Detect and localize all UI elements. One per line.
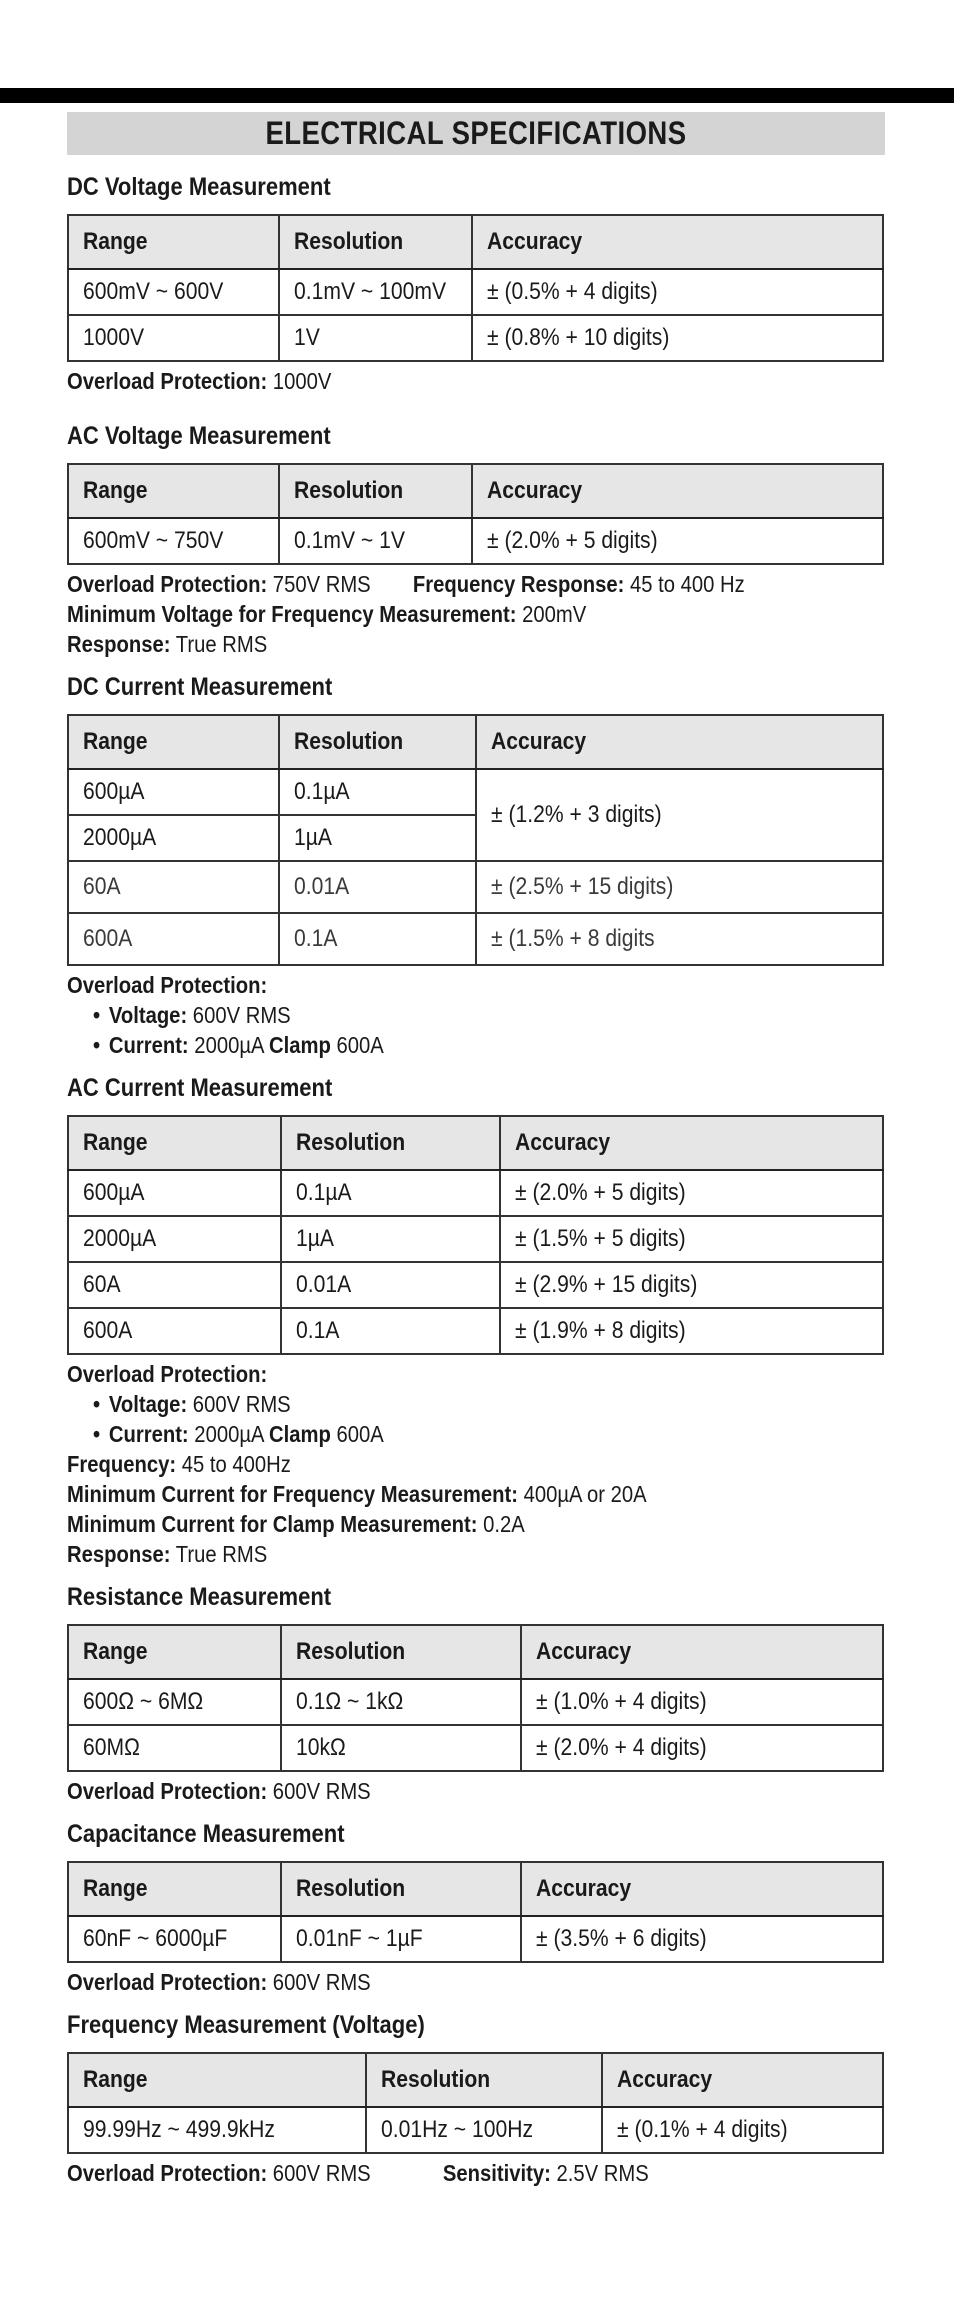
cell-accuracy: ± (1.0% + 4 digits) <box>521 1679 883 1725</box>
table-header-row <box>68 2053 883 2107</box>
clamp-value: 600A <box>330 1032 384 1058</box>
cell-range: 600µA <box>68 1170 281 1216</box>
frequency-response-value: 45 to 400 Hz <box>624 571 745 597</box>
cell-range: 2000µA <box>68 1216 281 1262</box>
frequency-title: Frequency Measurement (Voltage) <box>67 2011 425 2039</box>
header-accuracy: Accuracy <box>521 1625 883 1679</box>
bullet-icon: • <box>93 1002 101 1028</box>
ac-current-title: AC Current Measurement <box>67 1074 333 1102</box>
header-range: Range <box>68 715 279 769</box>
overload-value: 600V RMS <box>267 2160 371 2186</box>
header-accuracy: Accuracy <box>521 1862 883 1916</box>
table-header-row <box>68 464 883 518</box>
response-label: Response: <box>67 631 171 657</box>
frequency-value: 45 to 400Hz <box>176 1451 291 1477</box>
cell-range: 600mV ~ 600V <box>68 269 279 315</box>
overload-value: 750V RMS <box>267 571 371 597</box>
header-range: Range <box>68 2053 366 2107</box>
capacitance-title: Capacitance Measurement <box>67 1820 345 1848</box>
ac-voltage-notes <box>67 569 885 659</box>
dc-current-table <box>67 714 884 966</box>
resistance-table <box>67 1624 884 1772</box>
cell-range: 600µA <box>68 769 279 815</box>
header-accuracy: Accuracy <box>476 715 883 769</box>
cell-accuracy: ± (1.9% + 8 digits) <box>500 1308 883 1354</box>
overload-label: Overload Protection: <box>67 368 268 394</box>
cell-accuracy: ± (0.8% + 10 digits) <box>472 315 883 361</box>
dc-voltage-title: DC Voltage Measurement <box>67 173 331 201</box>
overload-value: 1000V <box>267 368 332 394</box>
frequency-label: Frequency: <box>67 1451 177 1477</box>
current-label: Current: <box>108 1421 189 1447</box>
voltage-label: Voltage: <box>108 1002 188 1028</box>
cell-range: 2000µA <box>68 815 279 861</box>
clamp-label: Clamp <box>269 1421 331 1447</box>
cell-accuracy: ± (2.9% + 15 digits) <box>500 1262 883 1308</box>
response-value: True RMS <box>170 631 268 657</box>
response-value: True RMS <box>170 1541 268 1567</box>
cell-accuracy: ± (2.0% + 5 digits) <box>472 518 883 564</box>
table-row <box>68 1916 883 1962</box>
overload-value: 600V RMS <box>267 1778 371 1804</box>
cell-range: 1000V <box>68 315 279 361</box>
voltage-label: Voltage: <box>108 1391 188 1417</box>
table-header-row <box>68 1116 883 1170</box>
header-resolution: Resolution <box>279 715 476 769</box>
cell-range: 60A <box>68 1262 281 1308</box>
cell-range: 600Ω ~ 6MΩ <box>68 1679 281 1725</box>
table-header-row <box>68 1862 883 1916</box>
overload-label: Overload Protection: <box>67 1361 268 1387</box>
min-current-frequency-value: 400µA or 20A <box>517 1481 647 1507</box>
bullet-icon: • <box>93 1391 101 1417</box>
table-row <box>68 2107 883 2153</box>
frequency-table <box>67 2052 884 2154</box>
overload-label: Overload Protection: <box>67 972 268 998</box>
header-resolution: Resolution <box>281 1116 500 1170</box>
clamp-value: 600A <box>330 1421 384 1447</box>
dc-current-notes <box>67 970 885 1060</box>
min-current-frequency-label: Minimum Current for Frequency Measurement: <box>67 1481 518 1507</box>
current-label: Current: <box>108 1032 189 1058</box>
cell-resolution: 0.01Hz ~ 100Hz <box>366 2107 602 2153</box>
header-range: Range <box>68 464 279 518</box>
overload-label: Overload Protection: <box>67 571 268 597</box>
header-accuracy: Accuracy <box>500 1116 883 1170</box>
sensitivity-value: 2.5V RMS <box>550 2160 649 2186</box>
header-resolution: Resolution <box>366 2053 602 2107</box>
cell-accuracy: ± (3.5% + 6 digits) <box>521 1916 883 1962</box>
table-row <box>68 1679 883 1725</box>
overload-label: Overload Protection: <box>67 1969 268 1995</box>
cell-resolution: 0.1Ω ~ 1kΩ <box>281 1679 521 1725</box>
top-rule <box>0 88 954 103</box>
cell-resolution: 0.1A <box>279 913 476 965</box>
header-resolution: Resolution <box>279 215 472 269</box>
cell-resolution: 10kΩ <box>281 1725 521 1771</box>
overload-value: 600V RMS <box>267 1969 371 1995</box>
cell-resolution: 0.01A <box>279 861 476 913</box>
overload-label: Overload Protection: <box>67 1778 268 1804</box>
cell-accuracy-merged: ± (1.2% + 3 digits) <box>476 769 883 861</box>
current-value: 2000µA <box>188 1032 270 1058</box>
capacitance-notes <box>67 1967 885 1997</box>
header-resolution: Resolution <box>279 464 472 518</box>
cell-range: 60nF ~ 6000µF <box>68 1916 281 1962</box>
cell-accuracy: ± (1.5% + 8 digits <box>476 913 883 965</box>
cell-resolution: 0.1mV ~ 100mV <box>279 269 472 315</box>
ac-voltage-table <box>67 463 884 565</box>
dc-voltage-table <box>67 214 884 362</box>
cell-accuracy: ± (0.5% + 4 digits) <box>472 269 883 315</box>
sensitivity-label: Sensitivity: <box>442 2160 551 2186</box>
table-header-row <box>68 1625 883 1679</box>
cell-resolution: 0.01A <box>281 1262 500 1308</box>
cell-range: 600mV ~ 750V <box>68 518 279 564</box>
voltage-value: 600V RMS <box>187 1002 291 1028</box>
min-current-clamp-value: 0.2A <box>477 1511 525 1537</box>
dc-voltage-notes <box>67 366 885 396</box>
table-header-row <box>68 715 883 769</box>
cell-resolution: 1µA <box>279 815 476 861</box>
ac-voltage-title: AC Voltage Measurement <box>67 422 331 450</box>
cell-range: 600A <box>68 913 279 965</box>
table-row <box>68 269 883 315</box>
frequency-notes <box>67 2158 885 2188</box>
table-row <box>68 1262 883 1308</box>
header-range: Range <box>68 1862 281 1916</box>
cell-resolution: 0.01nF ~ 1µF <box>281 1916 521 1962</box>
cell-range: 600A <box>68 1308 281 1354</box>
cell-resolution: 0.1mV ~ 1V <box>279 518 472 564</box>
page-title: ELECTRICAL SPECIFICATIONS <box>124 112 827 155</box>
cell-accuracy: ± (2.5% + 15 digits) <box>476 861 883 913</box>
cell-resolution: 1V <box>279 315 472 361</box>
cell-accuracy: ± (1.5% + 5 digits) <box>500 1216 883 1262</box>
min-voltage-value: 200mV <box>516 601 587 627</box>
cell-range: 60MΩ <box>68 1725 281 1771</box>
ac-current-table <box>67 1115 884 1355</box>
capacitance-table <box>67 1861 884 1963</box>
title-bar <box>67 112 885 155</box>
dc-current-title: DC Current Measurement <box>67 673 333 701</box>
current-value: 2000µA <box>188 1421 270 1447</box>
table-header-row <box>68 215 883 269</box>
header-range: Range <box>68 1116 281 1170</box>
cell-resolution: 0.1µA <box>279 769 476 815</box>
table-row <box>68 769 883 815</box>
table-row <box>68 1216 883 1262</box>
resistance-notes <box>67 1776 885 1806</box>
table-row <box>68 1308 883 1354</box>
cell-accuracy: ± (2.0% + 4 digits) <box>521 1725 883 1771</box>
cell-range: 60A <box>68 861 279 913</box>
table-row <box>68 1170 883 1216</box>
header-accuracy: Accuracy <box>472 215 883 269</box>
cell-accuracy: ± (0.1% + 4 digits) <box>602 2107 883 2153</box>
table-row <box>68 315 883 361</box>
table-row <box>68 913 883 965</box>
overload-label: Overload Protection: <box>67 2160 268 2186</box>
voltage-value: 600V RMS <box>187 1391 291 1417</box>
cell-accuracy: ± (2.0% + 5 digits) <box>500 1170 883 1216</box>
table-row <box>68 518 883 564</box>
header-range: Range <box>68 215 279 269</box>
resistance-title: Resistance Measurement <box>67 1583 332 1611</box>
cell-range: 99.99Hz ~ 499.9kHz <box>68 2107 366 2153</box>
ac-current-notes <box>67 1359 885 1569</box>
bullet-icon: • <box>93 1032 101 1058</box>
header-resolution: Resolution <box>281 1625 521 1679</box>
cell-resolution: 0.1µA <box>281 1170 500 1216</box>
header-resolution: Resolution <box>281 1862 521 1916</box>
header-range: Range <box>68 1625 281 1679</box>
response-label: Response: <box>67 1541 171 1567</box>
table-row <box>68 861 883 913</box>
min-voltage-label: Minimum Voltage for Frequency Measurement: <box>67 601 517 627</box>
clamp-label: Clamp <box>269 1032 331 1058</box>
header-accuracy: Accuracy <box>602 2053 883 2107</box>
table-row <box>68 1725 883 1771</box>
cell-resolution: 0.1A <box>281 1308 500 1354</box>
bullet-icon: • <box>93 1421 101 1447</box>
frequency-response-label: Frequency Response: <box>412 571 625 597</box>
min-current-clamp-label: Minimum Current for Clamp Measurement: <box>67 1511 478 1537</box>
cell-resolution: 1µA <box>281 1216 500 1262</box>
header-accuracy: Accuracy <box>472 464 883 518</box>
spec-page <box>67 112 885 2188</box>
